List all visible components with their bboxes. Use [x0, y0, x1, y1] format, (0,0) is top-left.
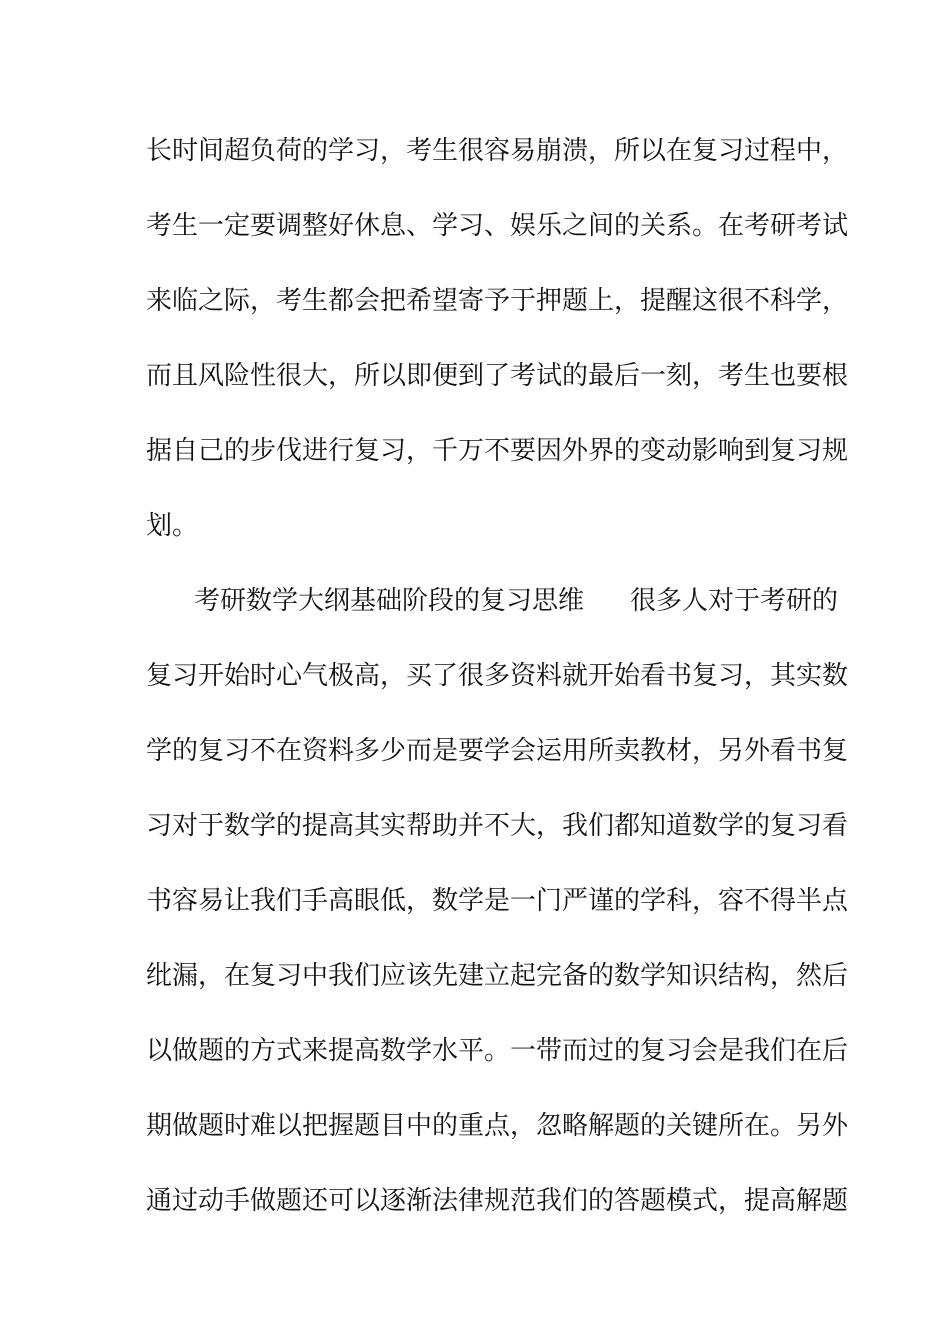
text-line: 学的复习不在资料多少而是要学会运用所卖教材，另外看书复 — [146, 736, 849, 766]
text-line: 据自己的步伐进行复习，千万不要因外界的变动影响到复习规 — [146, 436, 849, 466]
text-line: 划。 — [146, 511, 199, 541]
text-line: 通过动手做题还可以逐渐法律规范我们的答题模式，提高解题 — [146, 1186, 849, 1216]
text-line: 习对于数学的提高其实帮助并不大，我们都知道数学的复习看 — [146, 811, 849, 841]
text-line: 书容易让我们手高眼低，数学是一门严谨的学科，容不得半点 — [146, 886, 849, 916]
text-line: 期做题时难以把握题目中的重点，忽略解题的关键所在。另外 — [146, 1111, 849, 1141]
text-line: 纰漏，在复习中我们应该先建立起完备的数学知识结构，然后 — [146, 961, 849, 991]
section-heading-line — [146, 586, 839, 616]
text-line: 来临之际，考生都会把希望寄予于押题上，提醒这很不科学， — [146, 286, 849, 316]
text-line: 复习开始时心气极高，买了很多资料就开始看书复习，其实数 — [146, 661, 849, 691]
section-heading: 考研数学大纲基础阶段的复习思维 — [194, 586, 585, 616]
text-line: 而且风险性很大，所以即便到了考试的最后一刻，考生也要根 — [146, 361, 849, 391]
text-line: 考生一定要调整好休息、学习、娱乐之间的关系。在考研考试 — [146, 211, 849, 241]
text-line: 以做题的方式来提高数学水平。一带而过的复习会是我们在后 — [146, 1036, 849, 1066]
text-fragment: 很多人对于考研的 — [630, 586, 839, 616]
text-line: 长时间超负荷的学习，考生很容易崩溃，所以在复习过程中， — [146, 136, 849, 166]
